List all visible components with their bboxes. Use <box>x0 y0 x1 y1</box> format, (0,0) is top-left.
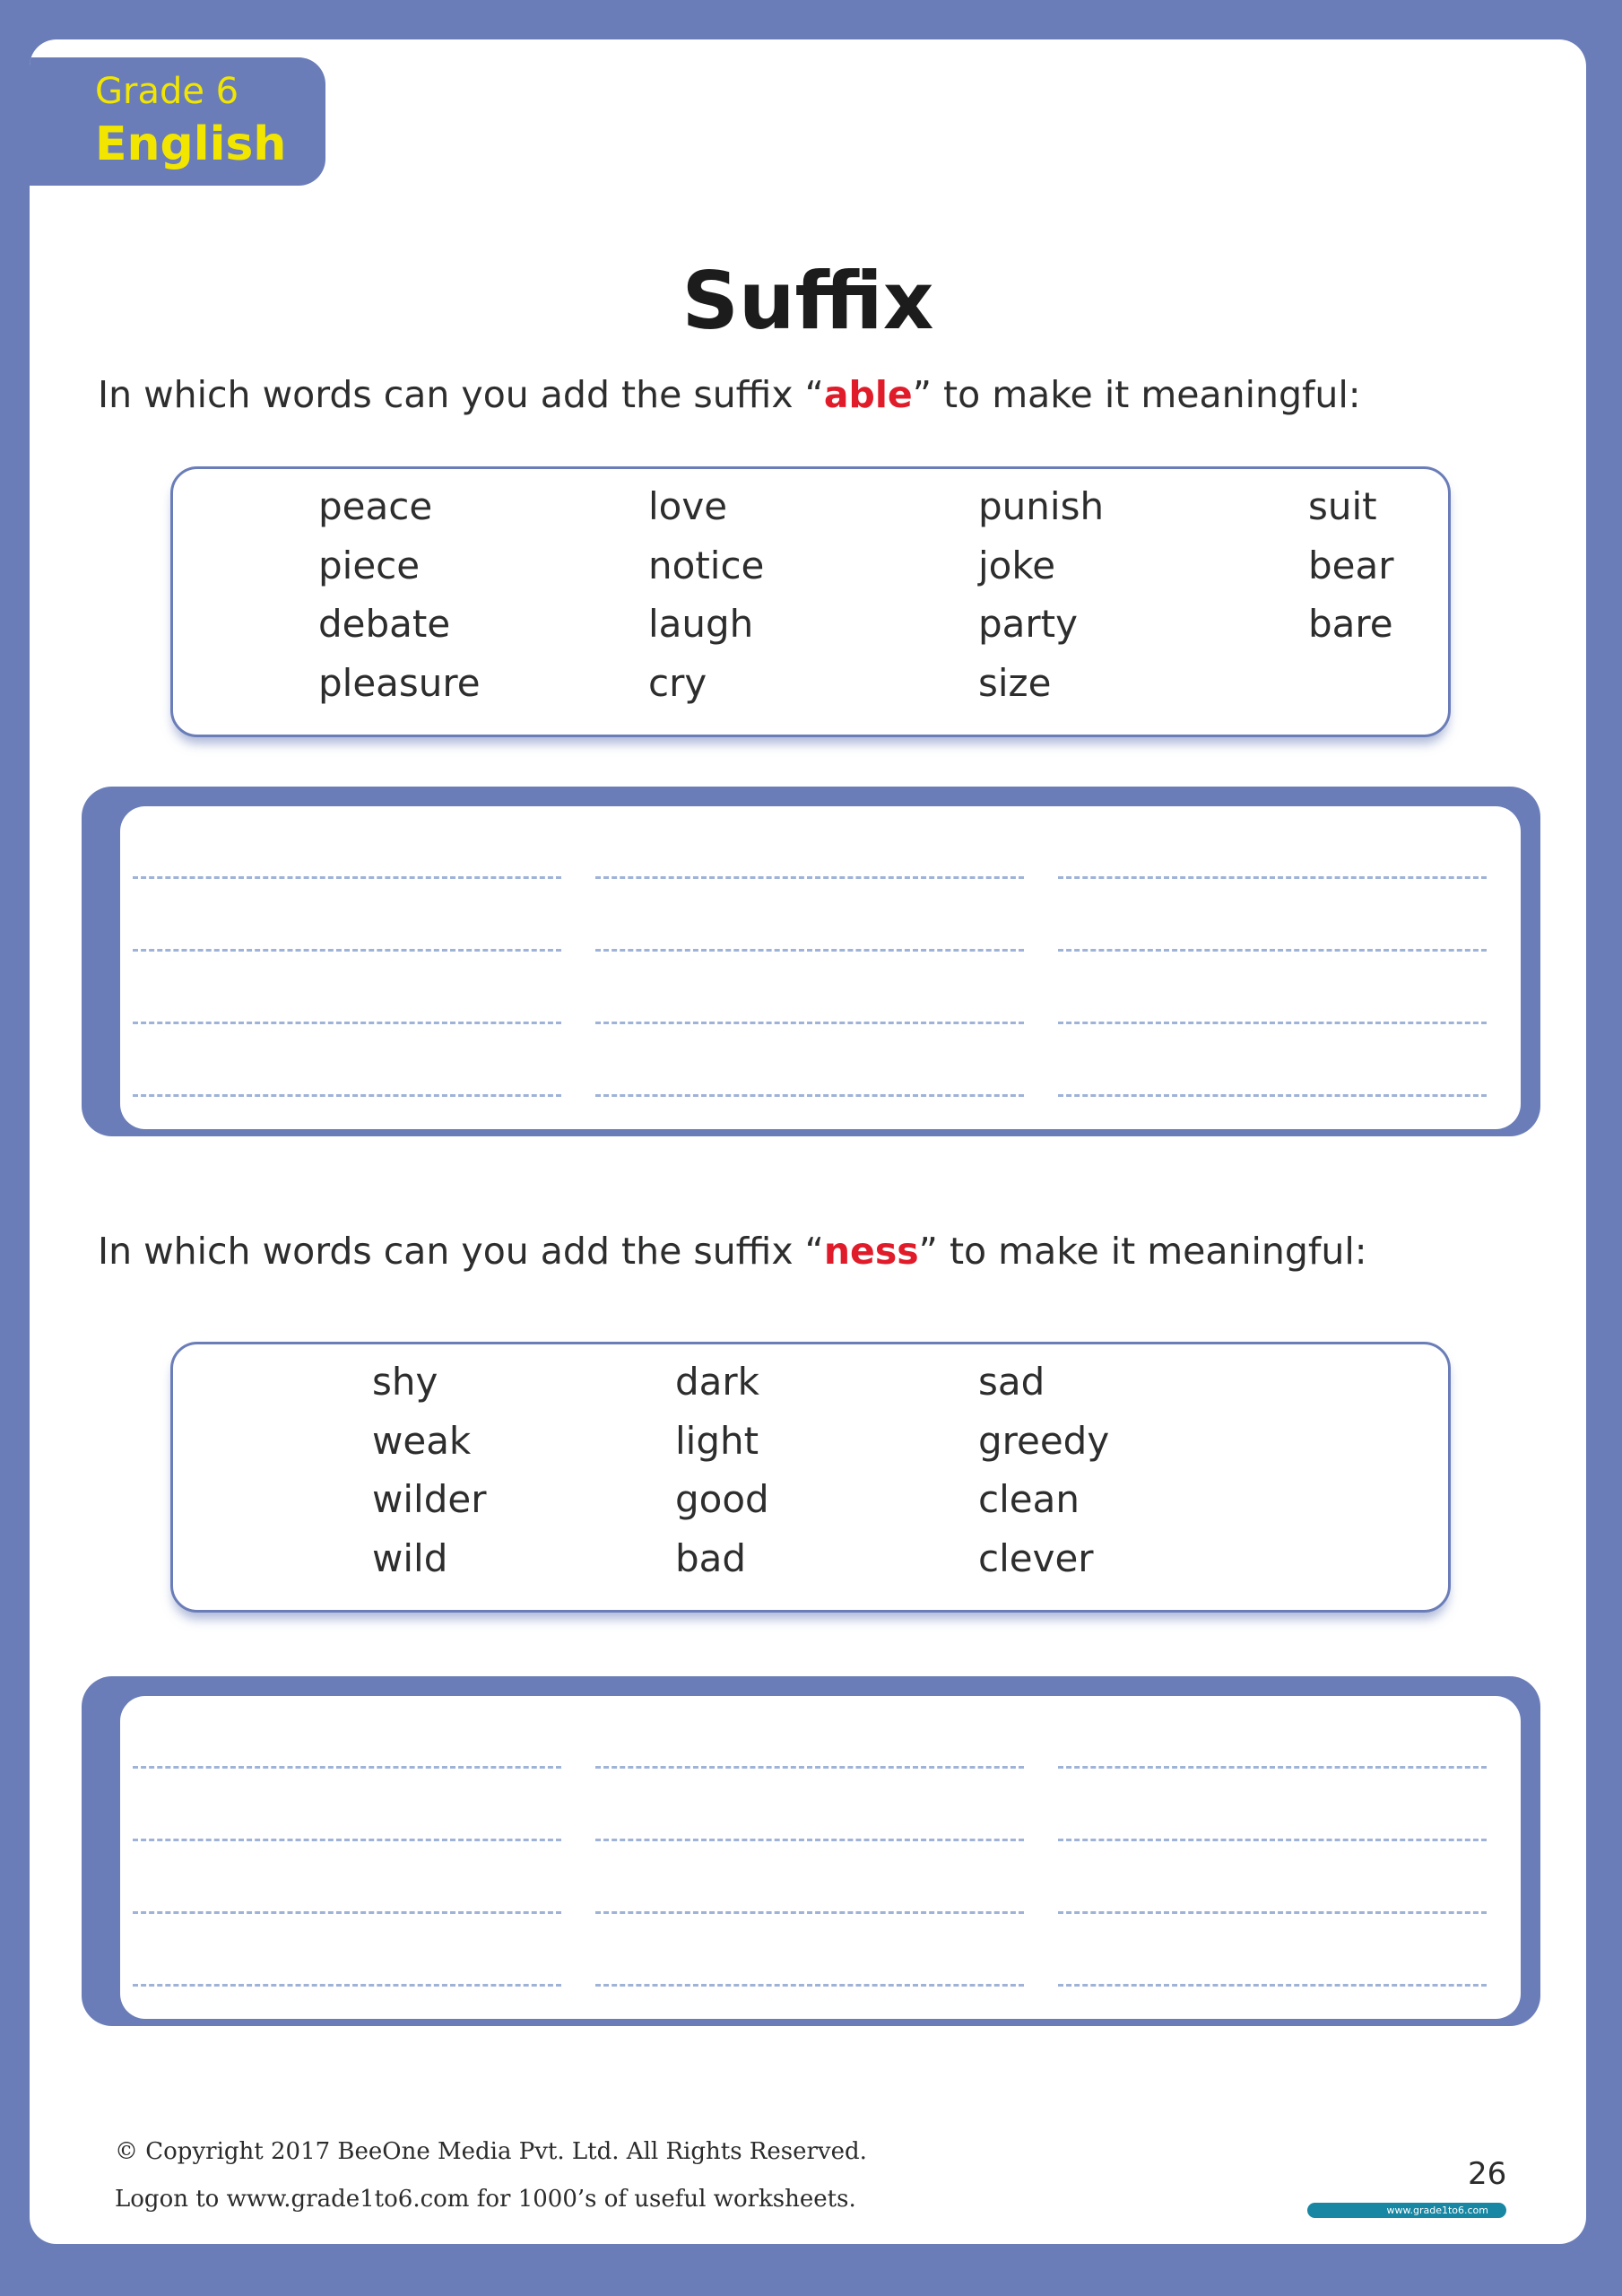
word: bad <box>675 1536 747 1580</box>
answer-line[interactable] <box>1058 1984 1487 1987</box>
answer-line[interactable] <box>1058 1911 1487 1914</box>
question-text-end: ” to make it meaningful: <box>918 1230 1367 1273</box>
answer-line[interactable] <box>1058 1839 1487 1841</box>
word: love <box>648 484 728 528</box>
site-url-bar: www.grade1to6.com <box>1307 2203 1506 2218</box>
answer-line[interactable] <box>595 1022 1024 1024</box>
answer-line[interactable] <box>1058 1766 1487 1769</box>
question-text-start: In which words can you add the suffix “ <box>98 373 824 416</box>
word: suit <box>1308 484 1377 528</box>
answer-line[interactable] <box>595 949 1024 952</box>
answer-line[interactable] <box>1058 1094 1487 1097</box>
word: cry <box>648 661 707 705</box>
word: good <box>675 1477 769 1521</box>
word-box-able <box>170 466 1451 737</box>
answer-line[interactable] <box>133 876 561 879</box>
word: bare <box>1308 602 1393 646</box>
answer-lines <box>120 1696 1521 2019</box>
answer-line[interactable] <box>595 1839 1024 1841</box>
word: weak <box>372 1419 472 1463</box>
answer-line[interactable] <box>133 949 561 952</box>
answer-line[interactable] <box>133 1911 561 1914</box>
answer-line[interactable] <box>1058 1022 1487 1024</box>
word: wilder <box>372 1477 487 1521</box>
word: bear <box>1308 544 1394 587</box>
answer-line[interactable] <box>1058 949 1487 952</box>
answer-lines <box>120 806 1521 1129</box>
word-box-ness <box>170 1342 1451 1613</box>
suffix-highlight: ness <box>823 1230 919 1273</box>
word: piece <box>318 544 421 587</box>
answer-line[interactable] <box>595 1094 1024 1097</box>
word: clean <box>978 1477 1080 1521</box>
word: punish <box>978 484 1105 528</box>
answer-line[interactable] <box>133 1094 561 1097</box>
question-text-end: ” to make it meaningful: <box>912 373 1361 416</box>
answer-line[interactable] <box>133 1022 561 1024</box>
word: light <box>675 1419 759 1463</box>
word: clever <box>978 1536 1094 1580</box>
word: shy <box>372 1360 438 1404</box>
answer-line[interactable] <box>595 876 1024 879</box>
word: sad <box>978 1360 1045 1404</box>
word: joke <box>978 544 1056 587</box>
subject-label: English <box>95 117 287 171</box>
word: debate <box>318 602 451 646</box>
question-able <box>98 373 1361 416</box>
question-text-start: In which words can you add the suffix “ <box>98 1230 824 1273</box>
answer-line[interactable] <box>595 1984 1024 1987</box>
word: greedy <box>978 1419 1110 1463</box>
grade-label: Grade 6 <box>95 71 239 112</box>
word: notice <box>648 544 765 587</box>
word: party <box>978 602 1078 646</box>
word: laugh <box>648 602 754 646</box>
answer-area-able <box>82 787 1540 1136</box>
answer-line[interactable] <box>595 1766 1024 1769</box>
answer-line[interactable] <box>595 1911 1024 1914</box>
word: pleasure <box>318 661 481 705</box>
answer-line[interactable] <box>133 1766 561 1769</box>
answer-area-ness <box>82 1676 1540 2026</box>
page-number: 26 <box>1468 2156 1507 2192</box>
word: wild <box>372 1536 448 1580</box>
page-title: Suffix <box>681 255 934 347</box>
answer-line[interactable] <box>133 1984 561 1987</box>
word: size <box>978 661 1052 705</box>
word: dark <box>675 1360 759 1404</box>
suffix-highlight: able <box>823 373 913 416</box>
logon-text: Logon to www.grade1to6.com for 1000’s of useful worksheets. <box>115 2186 856 2213</box>
grade-subject-tab <box>30 57 325 186</box>
question-ness <box>98 1230 1367 1273</box>
word: peace <box>318 484 433 528</box>
copyright-text: © Copyright 2017 BeeOne Media Pvt. Ltd. All Rights Reserved. <box>115 2138 867 2165</box>
answer-line[interactable] <box>1058 876 1487 879</box>
answer-line[interactable] <box>133 1839 561 1841</box>
worksheet-page <box>30 39 1586 2244</box>
